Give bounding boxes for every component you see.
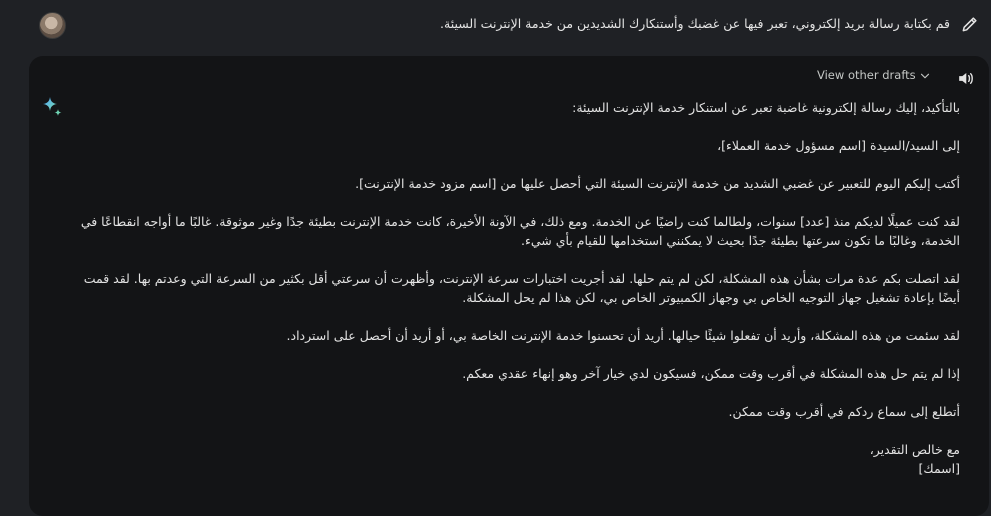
user-avatar[interactable] (39, 12, 66, 39)
user-prompt-text: قم بكتابة رسالة بريد إلكتروني، تعبر فيها عن غضبك وأستنكارك الشديدين من خدمة الإنترنت السيئة. (440, 16, 950, 31)
email-signature: [اسمك] (918, 461, 960, 476)
prompt-bar (0, 0, 991, 52)
email-greeting: إلى السيد/السيدة [اسم مسؤول خدمة العملاء]، (717, 138, 960, 153)
response-intro: بالتأكيد، إليك رسالة إلكترونية غاضبة تعبر عن استنكار خدمة الإنترنت السيئة: (572, 100, 960, 115)
email-paragraph: لقد اتصلت بكم عدة مرات بشأن هذه المشكلة، لكن لم يتم حلها. لقد أجريت اختبارات سرعة الإنترنت، وأظهرت أن سرعتي أقل بكثير من السرعة التي وعدتم بها. لقد قمت أيضًا بإعادة تشغيل جهاز التوجيه الخاص بي وجهاز الكمبيوتر الخاص بي، لكن هذا لم يحل المشكلة. (83, 271, 960, 305)
email-paragraph: إذا لم يتم حل هذه المشكلة في أقرب وقت ممكن، فسيكون لدي خيار آخر وهو إنهاء عقدي معكم. (462, 366, 960, 381)
email-paragraph: لقد سئمت من هذه المشكلة، وأريد أن تفعلوا شيئًا حيالها. أريد أن تحسنوا خدمة الإنترنت الخاصة بي، أو أريد أن أحصل على استرداد. (286, 328, 960, 343)
email-closing: مع خالص التقدير، (869, 442, 960, 457)
response-text (80, 98, 960, 478)
email-paragraph: أتطلع إلى سماع ردكم في أقرب وقت ممكن. (728, 404, 960, 419)
email-paragraph: أكتب إليكم اليوم للتعبير عن غضبي الشديد من خدمة الإنترنت السيئة التي أحصل عليها من [اسم مزود خدمة الإنترنت]. (355, 176, 960, 191)
view-other-drafts-button[interactable]: View other drafts (817, 68, 916, 82)
chevron-down-icon[interactable] (918, 69, 932, 83)
pencil-icon[interactable] (960, 14, 980, 34)
email-paragraph: لقد كنت عميلًا لديكم منذ [عدد] سنوات، ولطالما كنت راضيًا عن الخدمة. ومع ذلك، في الآونة الأخيرة، كانت خدمة الإنترنت بطيئة جدًا وغير موثوقة. غالبًا ما أواجه انقطاعًا في الخدمة، وغالبًا ما تكون سرعتها بطيئة جدًا بحيث لا يمكنني استخدامها للقيام بأي شيء. (80, 214, 960, 248)
gemini-sparkle-icon (40, 95, 64, 119)
speaker-icon[interactable] (956, 69, 975, 88)
